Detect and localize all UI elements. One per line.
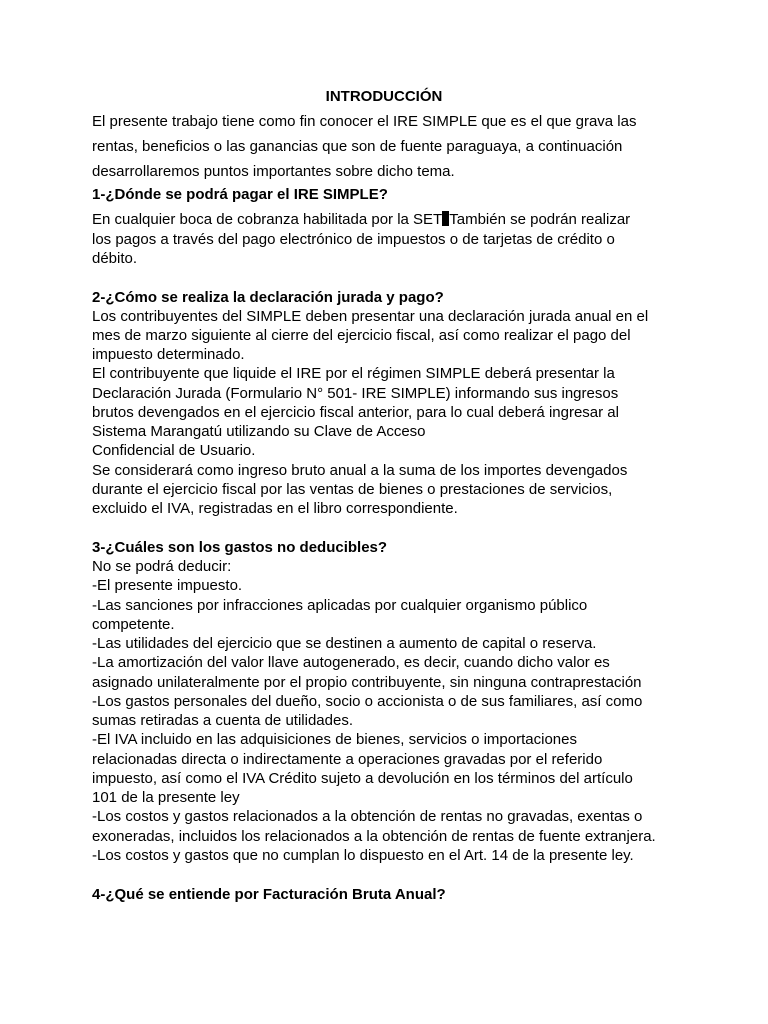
q1-line-part: También se podrán realizar [449,211,631,228]
q2-line: mes de marzo siguiente al cierre del ejercicio fiscal, así como realizar el pago del [92,327,631,344]
q2-line: Se considerará como ingreso bruto anual a la suma de los importes devengados [92,462,628,479]
q1-heading: 1-¿Dónde se podrá pagar el IRE SIMPLE? [92,186,388,203]
q3-line: -Los costos y gastos que no cumplan lo dispuesto en el Art. 14 de la presente ley. [92,847,634,864]
q2-line: Sistema Marangatú utilizando su Clave de Acceso [92,423,426,440]
q3-line: -La amortización del valor llave autogenerado, es decir, cuando dicho valor es [92,654,610,671]
q2-line: Confidencial de Usuario. [92,442,256,459]
q2-heading: 2-¿Cómo se realiza la declaración jurada y pago? [92,289,444,306]
q1-line: los pagos a través del pago electrónico de impuestos o de tarjetas de crédito o [92,231,615,248]
q3-line: -Los costos y gastos relacionados a la obtención de rentas no gravadas, exentas o [92,808,643,825]
intro-line: El presente trabajo tiene como fin conocer el IRE SIMPLE que es el que grava las [92,113,637,130]
q3-line: asignado unilateralmente por el propio contribuyente, sin ninguna contraprestación [92,674,642,691]
q3-line: sumas retiradas a cuenta de utilidades. [92,712,353,729]
q2-line: Los contribuyentes del SIMPLE deben presentar una declaración jurada anual en el [92,308,649,325]
q3-line: -Las utilidades del ejercicio que se destinen a aumento de capital o reserva. [92,635,597,652]
q1-line-part: En cualquier boca de cobranza habilitada por la SET [92,211,443,228]
intro-line: rentas, beneficios o las ganancias que son de fuente paraguaya, a continuación [92,138,623,155]
q3-line: competente. [92,616,175,633]
q3-line: -Las sanciones por infracciones aplicadas por cualquier organismo público [92,597,588,614]
q2-line: brutos devengados en el ejercicio fiscal anterior, para lo cual deberá ingresar al [92,404,619,421]
q3-line: -El presente impuesto. [92,577,243,594]
intro-line: desarrollaremos puntos importantes sobre dicho tema. [92,163,455,180]
q1-line: débito. [92,250,138,267]
q2-line: durante el ejercicio fiscal por las ventas de bienes o prestaciones de servicios, [92,481,613,498]
document-title: INTRODUCCIÓN [325,88,443,105]
q3-line: impuesto, así como el IVA Crédito sujeto a devolución en los términos del artículo [92,770,633,787]
q2-line: excluido el IVA, registradas en el libro correspondiente. [92,500,458,517]
q4-heading: 4-¿Qué se entiende por Facturación Bruta Anual? [92,886,446,903]
q2-line: impuesto determinado. [92,346,245,363]
q3-line: No se podrá deducir: [92,558,232,575]
q2-line: El contribuyente que liquide el IRE por el régimen SIMPLE deberá presentar la [92,365,615,382]
q1-line [92,210,630,229]
q3-heading: 3-¿Cuáles son los gastos no deducibles? [92,539,388,556]
q3-line: exoneradas, incluidos los relacionados a la obtención de rentas de fuente extranjera. [92,828,656,845]
q3-line: -El IVA incluido en las adquisiciones de bienes, servicios o importaciones [92,731,577,748]
q3-line: relacionadas directa o indirectamente a operaciones gravadas por el referido [92,751,603,768]
q3-line: -Los gastos personales del dueño, socio o accionista o de sus familiares, así como [92,693,643,710]
q3-line: 101 de la presente ley [92,789,240,806]
q2-line: Declaración Jurada (Formulario N° 501- IRE SIMPLE) informando sus ingresos [92,385,619,402]
